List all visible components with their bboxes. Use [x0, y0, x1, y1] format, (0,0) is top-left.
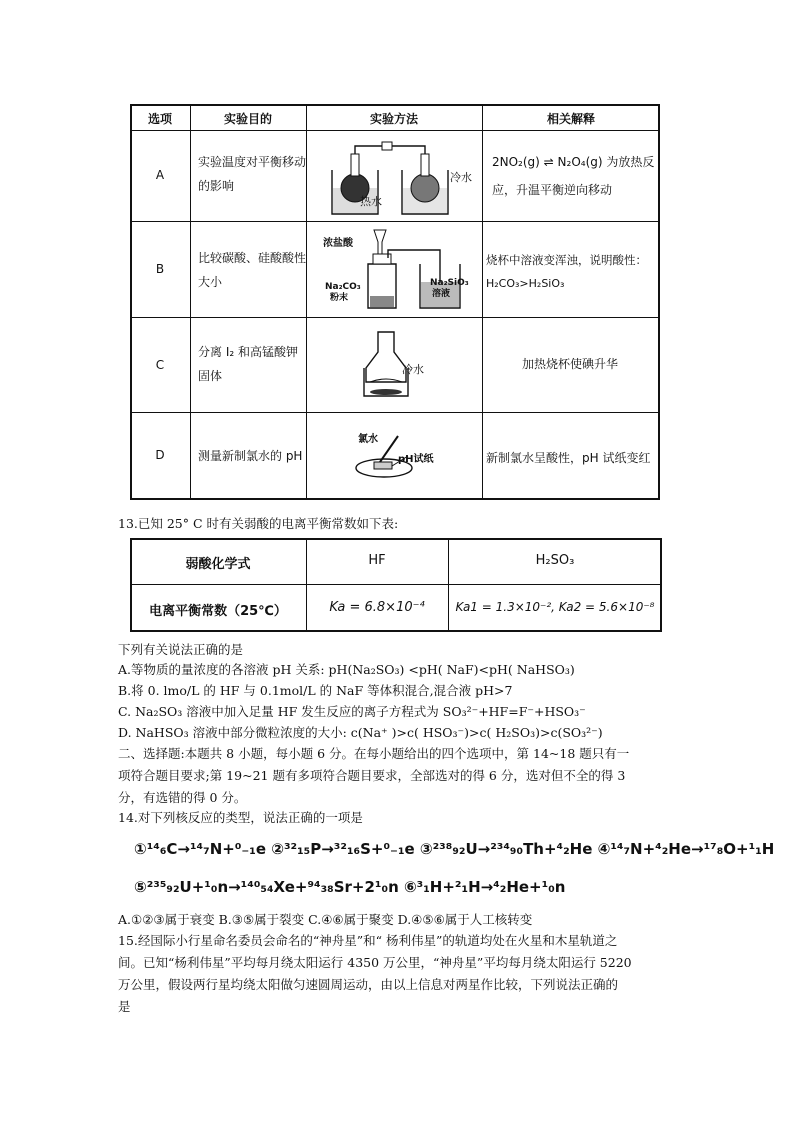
purpose-b-line1: 比较碳酸、硅酸酸性: [198, 251, 307, 265]
q15-line2: 间。已知“杨利伟星”平均每月绕太阳运行 4350 万公里，“神舟星”平均每月绕太阳运行 5220: [118, 955, 632, 970]
option-b: B: [155, 262, 165, 276]
label-solution: 溶液: [432, 289, 451, 299]
acid-h2so3: H₂SO₃: [535, 553, 575, 568]
explanation-b-line2: H₂CO₃>H₂SiO₃: [486, 277, 565, 290]
header-explanation: 相关解释: [546, 112, 595, 126]
apparatus-c-diagram: [360, 324, 440, 410]
label-cold-water-c: 冷水: [402, 363, 424, 376]
purpose-c-line1: 分离 I₂ 和高锰酸钾: [198, 345, 298, 359]
hf-constant: Ka = 6.8×10⁻⁴: [329, 600, 425, 615]
label-powder: 粉末: [330, 293, 349, 303]
nuclear-reactions-row1: ①¹⁴₆C→¹⁴₇N+⁰₋₁e ②³²₁₅P→³²₁₆S+⁰₋₁e ③²³⁸₉₂U→²³⁴₉₀Th+⁴₂He ④¹⁴₇N+⁴₂He→¹⁷₈O+¹₁H: [134, 840, 775, 858]
acid-formula-label: 弱酸化学式: [185, 557, 251, 572]
purpose-a-line1: 实验温度对平衡移动: [198, 155, 307, 169]
constant-label: 电离平衡常数（25℃）: [149, 604, 287, 619]
label-cold-water-a: 冷水: [450, 171, 472, 184]
label-na2co3: Na₂CO₃: [325, 282, 361, 292]
h2so3-constant: Ka1 = 1.3×10⁻², Ka2 = 5.6×10⁻⁸: [455, 600, 655, 614]
explanation-a-line2: 应，升温平衡逆向移动: [492, 183, 613, 197]
acid-hf: HF: [368, 553, 386, 568]
header-option: 选项: [147, 112, 172, 126]
label-ph-paper: pH试纸: [398, 454, 434, 465]
q15-line4: 是: [118, 999, 131, 1014]
purpose-a-line2: 的影响: [198, 179, 235, 193]
option-c: C: [155, 358, 165, 372]
purpose-b-line2: 大小: [198, 275, 223, 289]
section2-line3: 分，有选错的得 0 分。: [118, 790, 247, 805]
q14-stem: 14.对下列核反应的类型，说法正确的一项是: [118, 810, 363, 825]
purpose-c-line2: 固体: [198, 369, 223, 383]
q13-option-a: A.等物质的量浓度的各溶液 pH 关系: pH(Na₂SO₃) <pH( NaF)<pH( NaHSO₃): [118, 662, 575, 677]
q13-question: 下列有关说法正确的是: [118, 642, 244, 657]
label-hot-water: 热水: [360, 195, 382, 208]
option-d: D: [155, 448, 165, 462]
section2-line2: 项符合题目要求;第 19~21 题有多项符合题目要求，全部选对的得 6 分，选对但不全的得 3: [118, 768, 626, 783]
q15-line3: 万公里，假设两行星均绕太阳做匀速圆周运动，由以上信息对两星作比较，下列说法正确的: [118, 977, 619, 992]
q15-line1: 15.经国际小行星命名委员会命名的“神舟星”和“ 杨利伟星”的轨道均处在火星和木星轨道之: [118, 933, 618, 948]
q13-option-d: D. NaHSO₃ 溶液中部分微粒浓度的大小: c(Na⁺ )>c( HSO₃⁻)>c( H₂SO₃)>c(SO₃²⁻): [118, 725, 603, 740]
acid-constant-table: [130, 538, 662, 632]
q13-option-c: C. Na₂SO₃ 溶液中加入足量 HF 发生反应的离子方程式为 SO₃²⁻+HF=F⁻+HSO₃⁻: [118, 704, 586, 719]
purpose-d: 测量新制氯水的 pH: [198, 449, 303, 463]
explanation-b-line1: 烧杯中溶液变浑浊，说明酸性：: [486, 253, 647, 267]
explanation-c: 加热烧杯使碘升华: [522, 357, 619, 371]
section2-line1: 二、选择题:本题共 8 小题，每小题 6 分。在每小题给出的四个选项中，第 14~18 题只有一: [118, 746, 630, 761]
explanation-a-line1: 2NO₂(g) ⇌ N₂O₄(g) 为放热反: [492, 155, 655, 169]
q13-option-b: B.将 0. lmo/L 的 HF 与 0.1mol/L 的 NaF 等体积混合,混合液 pH>7: [118, 683, 513, 698]
option-a: A: [155, 168, 165, 182]
q14-options: A.①②③属于衰变 B.③⑤属于裂变 C.④⑥属于聚变 D.④⑤⑥属于人工核转变: [118, 912, 533, 927]
header-purpose: 实验目的: [223, 112, 272, 126]
header-method: 实验方法: [369, 112, 418, 126]
label-na2sio3: Na₂SiO₃: [430, 278, 469, 288]
label-chlorine-water: 氯水: [358, 434, 378, 445]
label-conc-hcl: 浓盐酸: [323, 238, 353, 249]
nuclear-reactions-row2: ⑤²³⁵₉₂U+¹₀n→¹⁴⁰₅₄Xe+⁹⁴₃₈Sr+2¹₀n ⑥³₁H+²₁H→⁴₂He+¹₀n: [134, 878, 566, 896]
explanation-d: 新制氯水呈酸性，pH 试纸变红: [486, 451, 651, 465]
experiment-table: [130, 104, 660, 500]
q13-stem: 13.已知 25° C 时有关弱酸的电离平衡常数如下表:: [118, 516, 399, 531]
